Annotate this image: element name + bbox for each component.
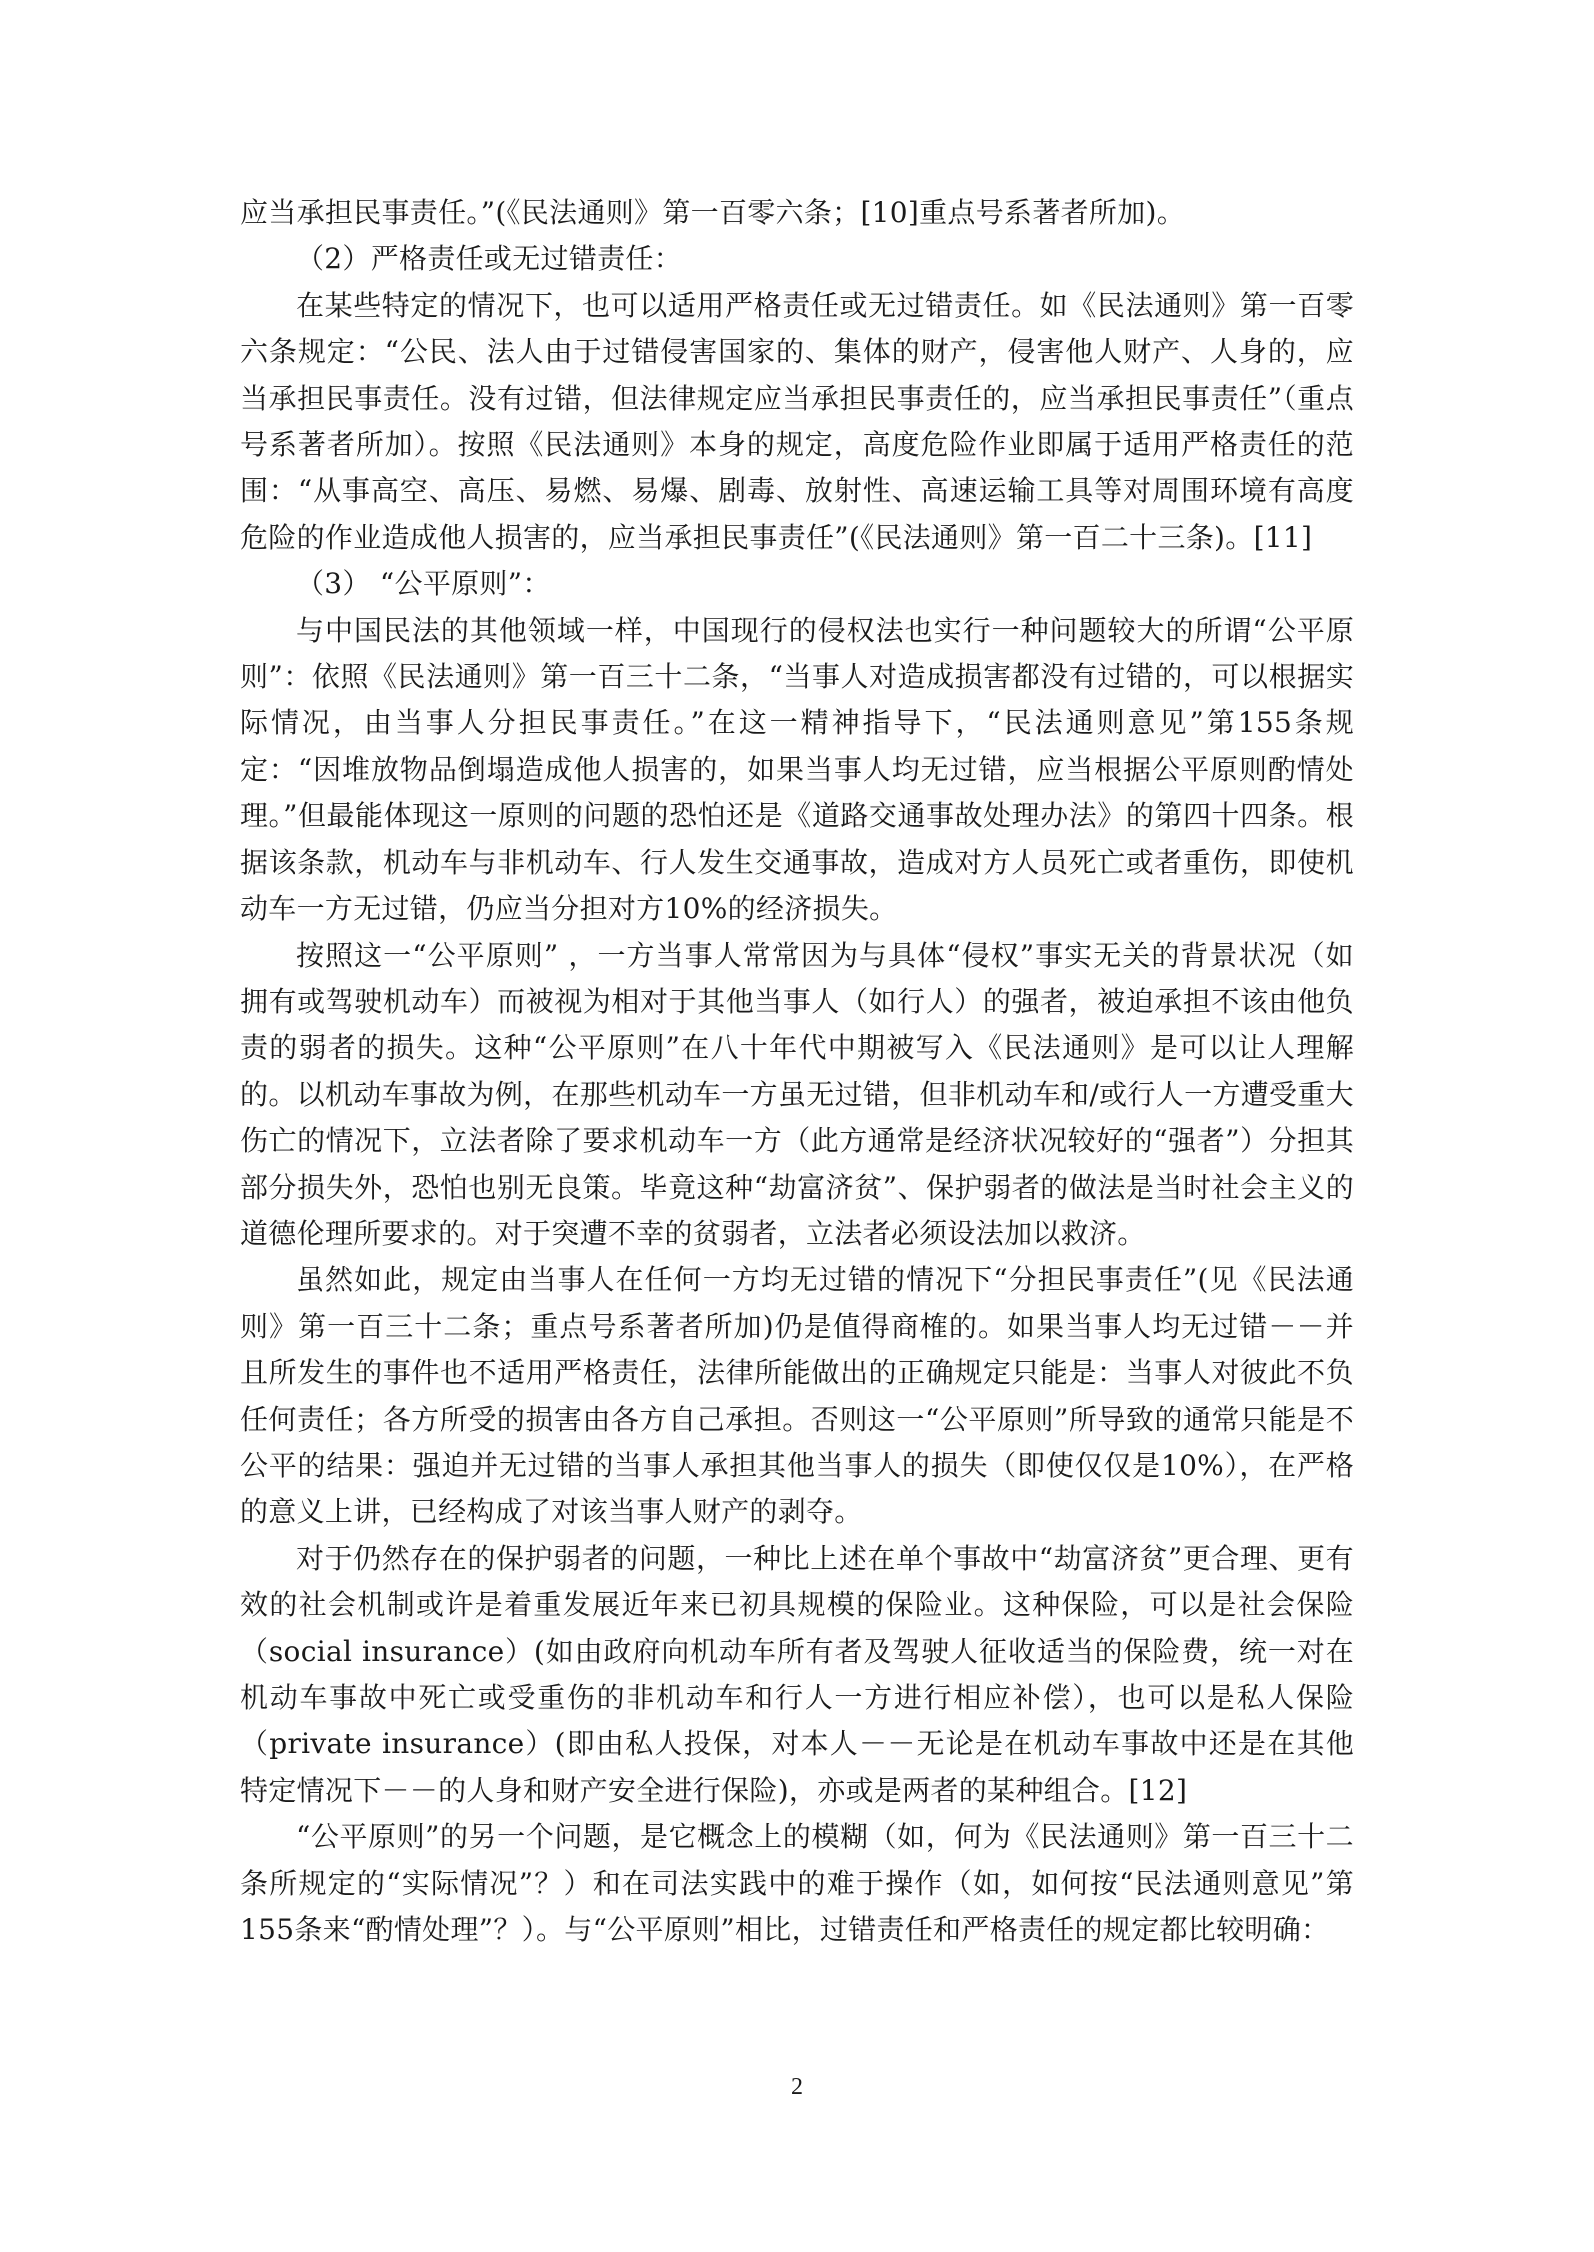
document-body [240,190,1354,1953]
paragraph-critique: 虽然如此，规定由当事人在任何一方均无过错的情况下“分担民事责任”(见《民法通则》第一百三十二条；重点号系著者所加)仍是值得商榷的。如果当事人均无过错－－并且所发生的事件也不适用严格责任，法律所能做出的正确规定只能是：当事人对彼此不负任何责任；各方所受的损害由各方自己承担。否则这一“公平原则”所导致的通常只能是不公平的结果：强迫并无过错的当事人承担其他当事人的损失（即使仅仅是10%），在严格的意义上讲，已经构成了对该当事人财产的剥夺。 [240,1263,1354,1529]
heading-strict-liability: （2）严格责任或无过错责任： [296,242,683,276]
paragraph-continuation: 应当承担民事责任。”(《民法通则》第一百零六条；[10]重点号系著者所加)。 [240,196,1186,229]
heading-fairness-principle: （3） “公平原则”： [296,567,551,601]
page-number: 2 [791,2074,803,2100]
paragraph-fairness-principle: 与中国民法的其他领域一样，中国现行的侵权法也实行一种问题较大的所谓“公平原则”：依照《民法通则》第一百三十二条，“当事人对造成损害都没有过错的，可以根据实际情况，由当事人分担民事责任。”在这一精神指导下，“民法通则意见”第155条规定：“因堆放物品倒塌造成他人损害的，如果当事人均无过错，应当根据公平原则酌情处理。”但最能体现这一原则的问题的恐怕还是《道路交通事故处理办法》的第四十四条。根据该条款，机动车与非机动车、行人发生交通事故，造成对方人员死亡或者重伤，即使机动车一方无过错，仍应当分担对方10%的经济损失。 [240,613,1354,926]
paragraph-insurance: 对于仍然存在的保护弱者的问题，一种比上述在单个事故中“劫富济贫”更合理、更有效的社会机制或许是着重发展近年来已初具规模的保险业。这种保险，可以是社会保险（social insurance）(如由政府向机动车所有者及驾驶人征收适当的保险费，统一对在机动车事故中死亡或受重伤的非机动车和行人一方进行相应补偿），也可以是私人保险（private insurance）(即由私人投保，对本人－－无论是在机动车事故中还是在其他特定情况下－－的人身和财产安全进行保险)，亦或是两者的某种组合。[12] [240,1541,1354,1807]
paragraph-weak-party: 按照这一“公平原则” ，一方当事人常常因为与具体“侵权”事实无关的背景状况（如拥有或驾驶机动车）而被视为相对于其他当事人（如行人）的强者，被迫承担不该由他负责的弱者的损失。这种“公平原则”在八十年代中期被写入《民法通则》是可以让人理解的。以机动车事故为例，在那些机动车一方虽无过错，但非机动车和/或行人一方遭受重大伤亡的情况下，立法者除了要求机动车一方（此方通常是经济状况较好的“强者”）分担其部分损失外，恐怕也别无良策。毕竟这种“劫富济贫”、保护弱者的做法是当时社会主义的道德伦理所要求的。对于突遭不幸的贫弱者，立法者必须设法加以救济。 [240,938,1354,1250]
paragraph-strict-liability: 在某些特定的情况下，也可以适用严格责任或无过错责任。如《民法通则》第一百零六条规定：“公民、法人由于过错侵害国家的、集体的财产，侵害他人财产、人身的，应当承担民事责任。没有过错，但法律规定应当承担民事责任的，应当承担民事责任”（重点号系著者所加）。按照《民法通则》本身的规定，高度危险作业即属于适用严格责任的范围：“从事高空、高压、易燃、易爆、剧毒、放射性、高速运输工具等对周围环境有高度危险的作业造成他人损害的，应当承担民事责任”(《民法通则》第一百二十三条)。[11] [240,288,1354,554]
paragraph-ambiguity: “公平原则”的另一个问题，是它概念上的模糊（如，何为《民法通则》第一百三十二条所规定的“实际情况”？）和在司法实践中的难于操作（如，如何按“民法通则意见”第155条来“酌情处理”？）。与“公平原则”相比，过错责任和严格责任的规定都比较明确： [240,1820,1354,1947]
